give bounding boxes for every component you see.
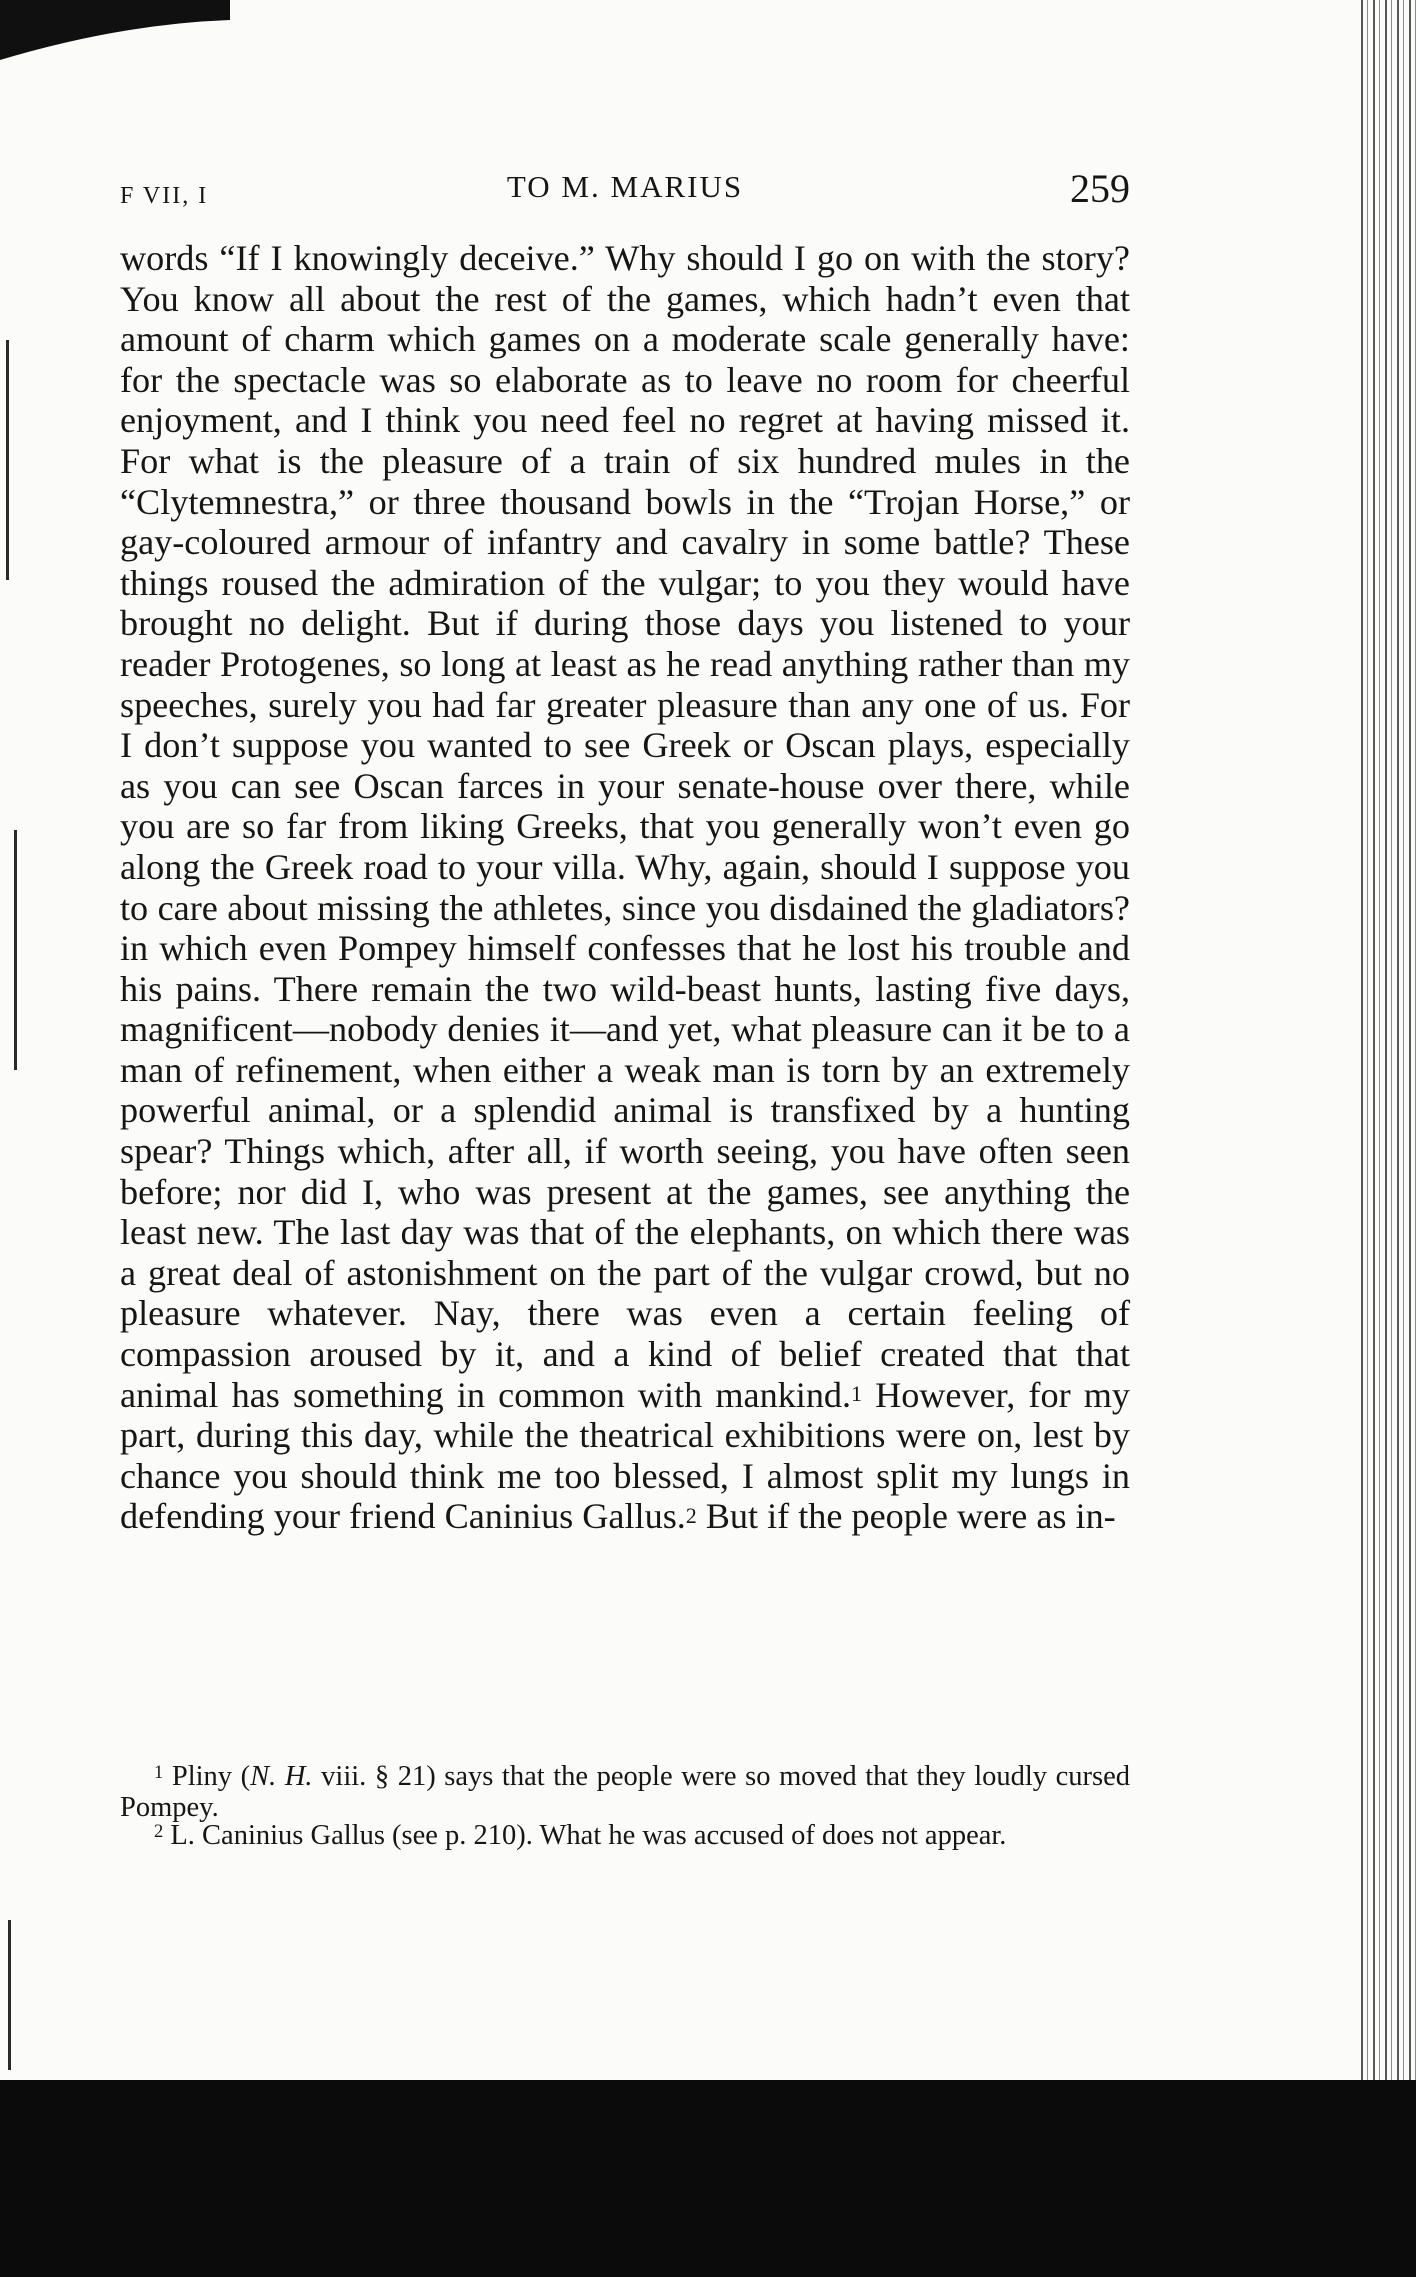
footnote-text: viii. § 21) says that the people were so moved that they loudly cursed Pompey.: [120, 1761, 1131, 1823]
footnote-number: 2: [154, 1820, 164, 1842]
gutter-line-middle: [14, 830, 17, 1070]
body-paragraph: [120, 238, 1130, 1537]
main-text: [120, 238, 1130, 1537]
footnote-number: 1: [154, 1761, 164, 1783]
page-stack-edge: [1356, 0, 1416, 2085]
letter-reference: F VII, I: [120, 183, 209, 209]
footnote-citation: N. H.: [250, 1761, 313, 1792]
body-text-part-2: However, for my part, during this day, while the theatrical exhibitions were on, lest by chance you should think me too blessed, I almost split my lungs in defending your friend Caninius Gallus.: [120, 1374, 1130, 1537]
body-text-part-3: But if the people were as in-: [696, 1496, 1116, 1537]
footnote-ref-2: 2: [685, 1503, 697, 1528]
footnote-text: Pliny (: [171, 1761, 251, 1792]
footnote-ref-1: 1: [851, 1382, 862, 1407]
footnote-2: [120, 1822, 1130, 1853]
page-number: 259: [1070, 166, 1130, 211]
scan-shadow: [0, 2080, 1416, 2277]
body-text-part-1: words “If I knowingly deceive.” Why should I go on with the story? You know all about the rest of the games, which hadn’t even that amount of charm which games on a moderate scale generally have: for the spectacle was so elaborate as to leave no room for cheerful enjoyment, and I think you need feel no regret at having missed it. For what is the pleasure of a train of six hundred mules in the “Clytemnestra,” or three thousand bowls in the “Trojan Horse,” or gay-coloured armour of infantry and cavalry in some battle? These things roused the admiration of the vulgar; to you they would have brought no delight. But if during those days you listened to your reader Protogenes, so long at least as he read anything rather than my speeches, surely you had far greater pleasure than any one of us. For I don’t suppose you wanted to see Greek or Oscan plays, especially as you can see Oscan farces in your senate-house over there, while you are so far from liking Greeks, that you generally won’t even go along the Greek road to your villa. Why, again, should I suppose you to care about missing the athletes, since you disdained the gladiators? in which even Pompey himself confesses that he lost his trouble and his pains. There remain the two wild-beast hunts, lasting five days, magnificent—nobody denies it—and yet, what pleasure can it be to a man of refinement, when either a weak man is torn by an extremely powerful animal, or a splendid animal is transfixed by a hunting spear? Things which, after all, if worth seeing, you have often seen before; nor did I, who was present at the games, see anything the least new. The last day was that of the elephants, on which there was a great deal of astonishment on the part of the vulgar crowd, but no pleasure whatever. Nay, there was even a certain feeling of compassion aroused by it, and a kind of belief created that that animal has something in common with mankind.: [120, 238, 1130, 1415]
footnotes: [120, 1763, 1130, 1853]
gutter-line-upper: [6, 340, 9, 580]
gutter-line-lower: [8, 1920, 11, 2070]
running-header: [120, 165, 1130, 215]
footnote-1: [120, 1763, 1130, 1822]
running-title: TO M. MARIUS: [506, 169, 744, 204]
footnote-text: L. Caninius Gallus (see p. 210). What he was accused of does not appear.: [170, 1820, 1007, 1851]
page-corner-edge: [0, 0, 240, 60]
